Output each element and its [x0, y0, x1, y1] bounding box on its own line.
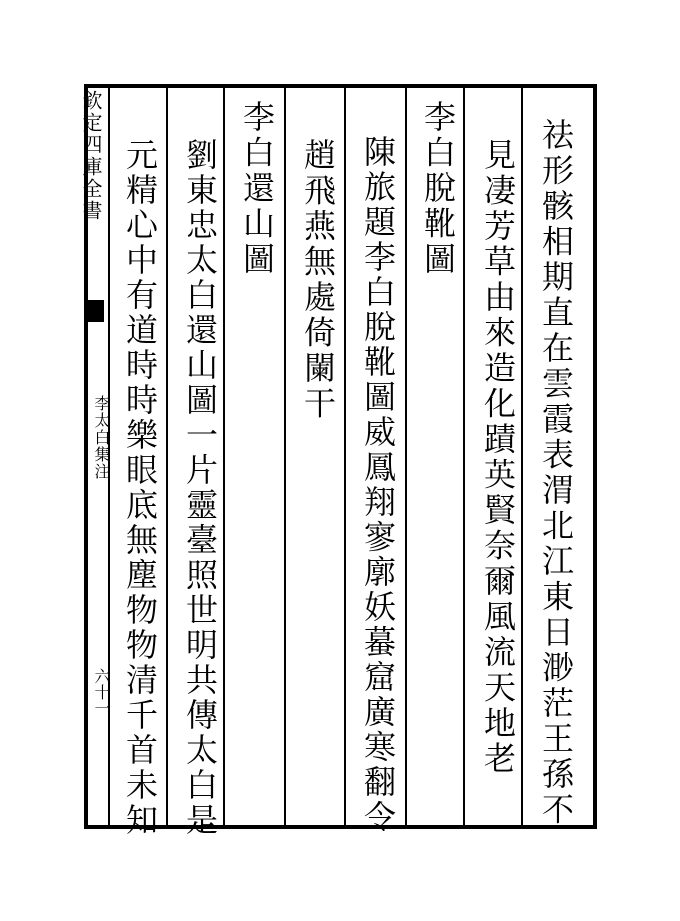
text-column-1: 祛形骸相期直在雲霞表渭北江東日渺茫王孫不: [537, 118, 575, 828]
page-number: 六十一: [92, 668, 111, 716]
text-column-4: 陳旅題李白脫靴圖威鳳翔寥廓妖蟇窟廣寒翻令: [359, 135, 397, 835]
column-rule: [405, 84, 407, 829]
column-rule: [284, 84, 286, 829]
text-column-7: 劉東忠太白還山圖一片靈臺照世明共傳太白是: [181, 138, 219, 838]
text-column-5: 趙飛燕無處倚闌干: [299, 138, 337, 422]
book-title: 李太白集注: [92, 395, 111, 480]
text-column-2: 見凄芳草由來造化蹟英賢奈爾風流天地老: [479, 138, 517, 777]
text-column-8: 元精心中有道時時樂眼底無塵物物清千首未知: [121, 138, 159, 838]
column-rule: [166, 84, 168, 829]
section-title-li-bai-huan-shan: 李白還山圖: [238, 100, 276, 278]
column-rule: [344, 84, 346, 829]
section-title-li-bai-tuo-xue: 李白脫靴圖: [419, 100, 457, 278]
collection-title: 欽定四庫全書: [79, 90, 103, 222]
fish-tail-mark: [84, 300, 104, 322]
column-rule: [463, 84, 465, 829]
column-rule: [521, 84, 523, 829]
column-rule: [223, 84, 225, 829]
